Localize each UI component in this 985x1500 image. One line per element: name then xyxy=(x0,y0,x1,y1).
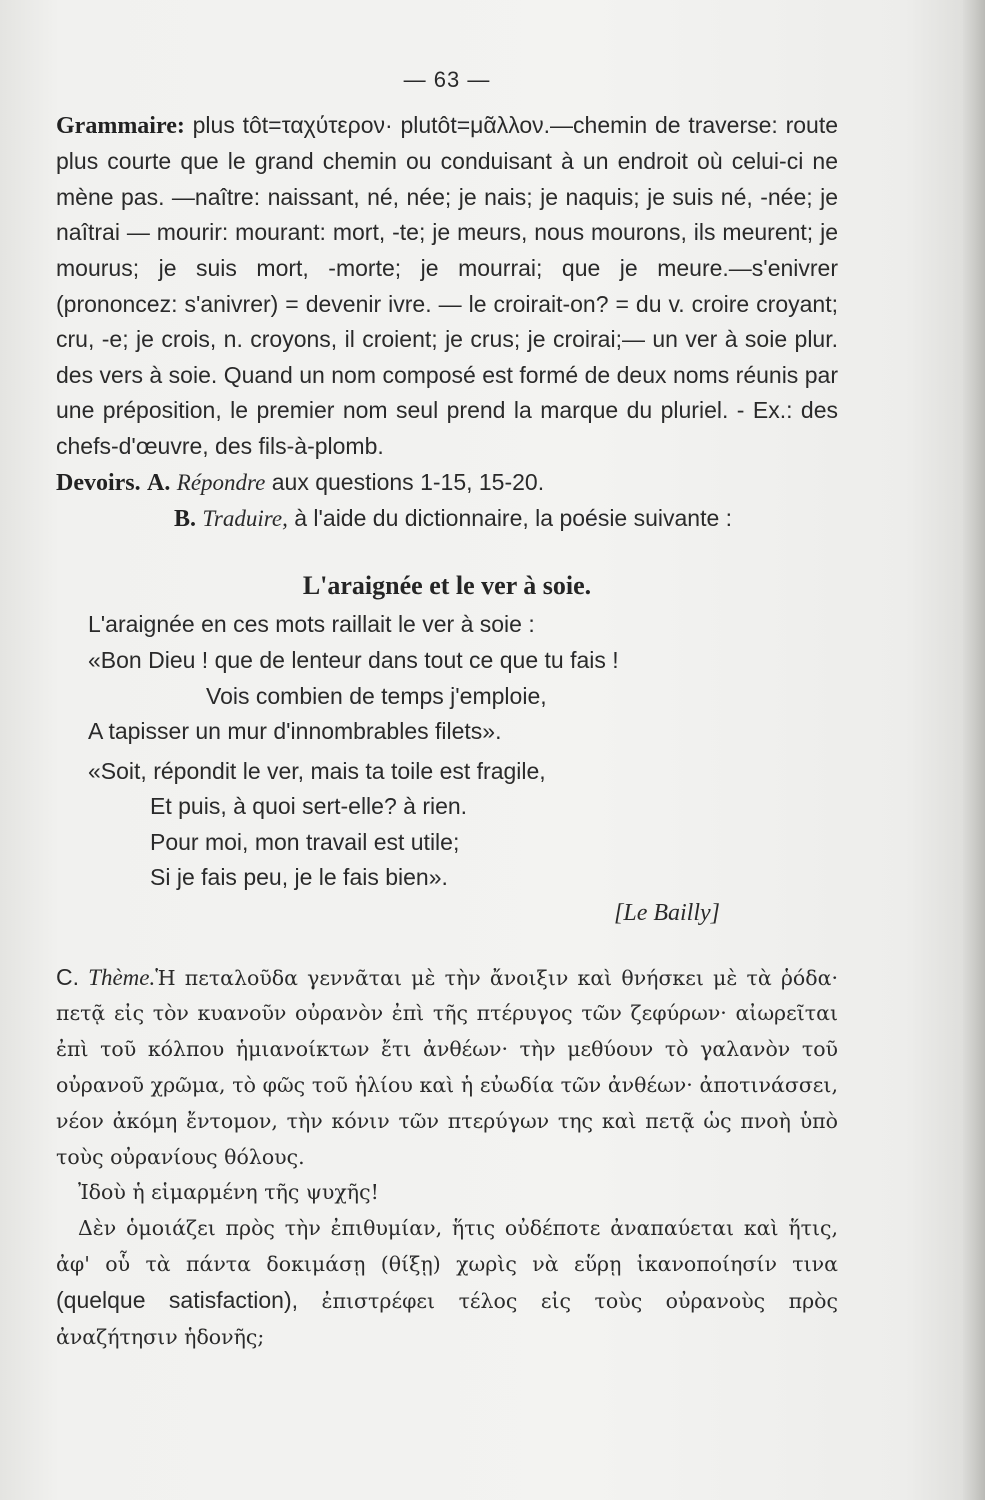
theme-french-gloss: (quelque satisfaction), xyxy=(56,1286,299,1313)
poem-line: Vois combien de temps j'emploie, xyxy=(206,682,547,709)
devoirs-b-text: à l'aide du dictionnaire, la poésie suivante : xyxy=(294,505,733,532)
page-number: — 63 — xyxy=(403,67,491,92)
devoirs-b xyxy=(174,501,838,538)
poem xyxy=(56,607,838,931)
devoirs-b-letter: B. xyxy=(174,506,197,533)
poem-line: Pour moi, mon travail est utile; xyxy=(150,828,460,855)
grammar-label: Grammaire: xyxy=(56,112,185,139)
poem-attribution: [Le Bailly] xyxy=(614,900,720,927)
theme-label: Thème. xyxy=(88,964,156,990)
poem-line: L'araignée en ces mots raillait le ver à soie : xyxy=(88,611,535,638)
theme-paragraph-1 xyxy=(56,960,838,1176)
poem-line: «Bon Dieu ! que de lenteur dans tout ce que tu fais ! xyxy=(88,646,619,673)
theme-text-3b: ἐπιστρέφει τέλος εἰς τοὺς οὐρανοὺς πρὸς ἀναζήτησιν ἡδονῆς; xyxy=(56,1288,838,1349)
grammar-text: plus tôt=ταχύτερον· plutôt=μᾶλλον.—chemin de traverse: route plus courte que le grand chemin ou conduisant à un endroit où celui-ci ne mène pas. —naître: naissant, né, née; je nais; je naquis; je suis né, -née; je naîtrai — mourir: mourant: mort, -te; je meurs, nous mourons, ils meurent; je mourus; je suis mort, -morte; je mourrai; que je meure.—s'enivrer (prononcez: s'anivrer) = devenir ivre. — le croirait-on? = du v. croire croyant; cru, -e; je crois, n. croyons, il croient; je crus; je croirai;— un ver à soie plur. des vers à soie. Quand un nom composé est formé de deux noms réunis par une préposition, le premier nom seul prend la marque du pluriel. - Ex.: des chefs-d'œuvre, des fils-à-plomb. xyxy=(56,111,838,459)
devoirs-b-verb: Traduire, xyxy=(202,506,288,532)
poem-line: A tapisser un mur d'innombrables filets». xyxy=(88,718,502,745)
poem-title: L'araignée et le ver à soie. xyxy=(302,570,592,600)
theme-text-1: Ἡ πεταλοῦδα γεννᾶται μὲ τὴν ἄνοιξιν καὶ θνήσκει μὲ τὰ ῥόδα· πετᾷ εἰς τὸν κυανοῦν οὐρανὸν ἐπὶ τῆς πτέρυγος τῶν ζεφύρων· αἰωρεῖται ἐπὶ τοῦ κόλπου ἡμιανοίκτων ἔτι ἀνθέων· τὴν μεθύουν τὸ γαλανὸν τοῦ οὐρανοῦ χρῶμα, τὸ φῶς τοῦ ἡλίου καὶ ἡ εὐωδία τῶν ἀνθέων· ἀποτινάσσει, νέον ἀκόμη ἔντομον, τὴν κόνιν τῶν πτερύγων της καὶ πετᾷ ὡς πνοὴ ὑπὸ τοὺς οὐρανίους θόλους. xyxy=(56,965,838,1169)
theme-paragraph-2 xyxy=(56,1175,838,1211)
devoirs-a-text: aux questions 1-15, 15-20. xyxy=(271,468,545,495)
theme-text-3a: Δὲν ὁμοιάζει πρὸς τὴν ἐπιθυμίαν, ἥτις οὐδέποτε ἀναπαύεται καὶ ἥτις, ἀφ' οὗ τὰ πάντα δοκιμάσῃ (θίξῃ) χωρὶς νὰ εὕρῃ ἱκανοποίησίν τινα xyxy=(56,1216,838,1277)
theme-text-2: Ἰδοὺ ἡ εἱμαρμένη τῆς ψυχῆς! xyxy=(78,1180,379,1205)
devoirs-a-verb: Répondre xyxy=(176,469,266,495)
theme-letter: C. xyxy=(56,963,79,990)
page-content xyxy=(56,62,838,1355)
devoirs-label: Devoirs. xyxy=(56,469,141,496)
page-edge xyxy=(963,0,985,1500)
poem-line: Si je fais peu, je le fais bien». xyxy=(150,864,448,891)
grammar-paragraph xyxy=(56,108,838,465)
poem-line: «Soit, répondit le ver, mais ta toile est fragile, xyxy=(88,757,546,784)
devoirs-a xyxy=(56,465,838,502)
devoirs-a-letter: A. xyxy=(147,469,171,496)
theme-paragraph-3 xyxy=(56,1211,838,1355)
poem-line: Et puis, à quoi sert-elle? à rien. xyxy=(150,793,468,820)
